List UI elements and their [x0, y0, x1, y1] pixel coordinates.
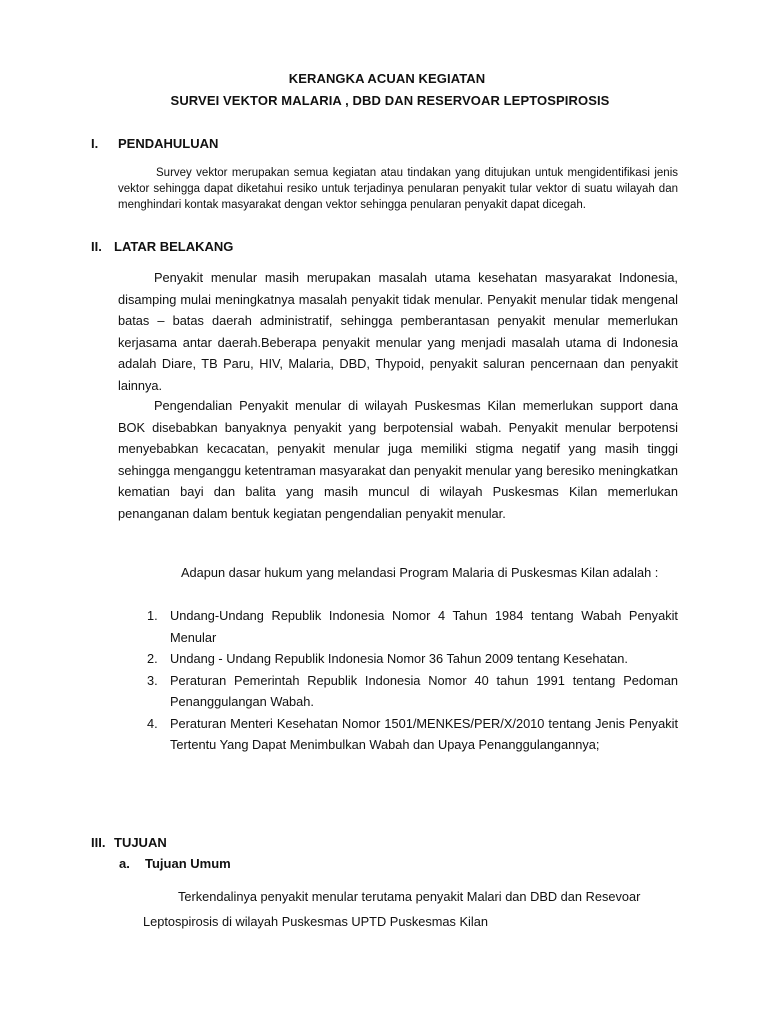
section-title: LATAR BELAKANG	[114, 239, 234, 254]
pendahuluan-paragraph: Survey vektor merupakan semua kegiatan atau tindakan yang ditujukan untuk mengidentifikasi jenis vektor sehingga dapat diketahui resiko untuk terjadinya penularan penyakit tular vektor di suatu wilayah dan menghindari kontak masyarakat dengan vektor sehingga penularan penyakit dapat dicegah.	[118, 167, 678, 211]
document-title: KERANGKA ACUAN KEGIATAN	[288, 71, 486, 86]
list-item-text: Undang-Undang Republik Indonesia Nomor 4 Tahun 1984 tentang Wabah Penyakit Menular	[170, 608, 678, 645]
list-item-number: 3.	[147, 672, 158, 688]
list-item	[147, 670, 678, 713]
section-number: II.	[91, 239, 102, 254]
subsection-label: a.	[119, 856, 130, 871]
section-title: PENDAHULUAN	[118, 136, 219, 151]
subsection-heading-tujuan-umum	[119, 856, 419, 871]
latar-belakang-paragraph-1: Penyakit menular masih merupakan masalah utama kesehatan masyarakat Indonesia, disamping mulai meningkatnya masalah penyakit tidak menular. Penyakit menular tidak mengenal batas – batas daerah administratif, sehingga pemberantasan penyakit menular memerlukan kerjasama antar daerah.Beberapa penyakit menular yang menjadi masalah utama di Indonesia adalah Diare, TB Paru, HIV, Malaria, DBD, Thypoid, penyakit saluran pencernaan dan penyakit lainnya.	[118, 270, 678, 393]
list-item-number: 4.	[147, 715, 158, 731]
section-title: TUJUAN	[114, 835, 167, 850]
section-heading-tujuan	[91, 835, 391, 851]
list-item	[147, 713, 678, 756]
latar-belakang-paragraph-2: Pengendalian Penyakit menular di wilayah Puskesmas Kilan memerlukan support dana BOK disebabkan banyaknya penyakit yang berpotensial wabah. Penyakit menular berpotensi menyebabkan kecacatan, penyakit menular juga memiliki stigma negatif yang masih tinggi sehingga menganggu ketentraman masyarakat dan penyakit menular yang beresiko meningkatkan kematian bayi dan balita yang masih muncul di wilayah Puskesmas Kilan memerlukan penanganan dalam bentuk kegiatan pengendalian penyakit menular.	[118, 398, 678, 521]
section-number: III.	[91, 835, 106, 850]
document-subtitle: SURVEI VEKTOR MALARIA , DBD DAN RESERVOAR LEPTOSPIROSIS	[170, 93, 610, 108]
section-number: I.	[91, 136, 99, 151]
tujuan-umum-paragraph: Terkendalinya penyakit menular terutama penyakit Malari dan DBD dan Resevoar Leptospirosis di wilayah Puskesmas UPTD Puskesmas Kilan	[143, 889, 641, 929]
list-item-text: Peraturan Pemerintah Republik Indonesia Nomor 40 tahun 1991 tentang Pedoman Penanggulangan Wabah.	[170, 672, 678, 709]
list-item-text: Undang - Undang Republik Indonesia Nomor 36 Tahun 2009 tentang Kesehatan.	[170, 651, 628, 666]
list-item-number: 1.	[147, 608, 158, 623]
list-item	[147, 648, 678, 670]
subsection-title: Tujuan Umum	[145, 856, 231, 871]
list-item	[147, 605, 678, 648]
legal-basis-list	[147, 605, 678, 756]
list-item-number: 2.	[147, 651, 158, 666]
list-item-text: Peraturan Menteri Kesehatan Nomor 1501/MENKES/PER/X/2010 tentang Jenis Penyakit Tertentu Yang Dapat Menimbulkan Wabah dan Upaya Penanggulangannya;	[170, 715, 678, 752]
section-heading-pendahuluan	[91, 136, 391, 152]
section-heading-latar-belakang	[91, 239, 391, 255]
legal-basis-intro: Adapun dasar hukum yang melandasi Program Malaria di Puskesmas Kilan adalah :	[181, 565, 659, 580]
